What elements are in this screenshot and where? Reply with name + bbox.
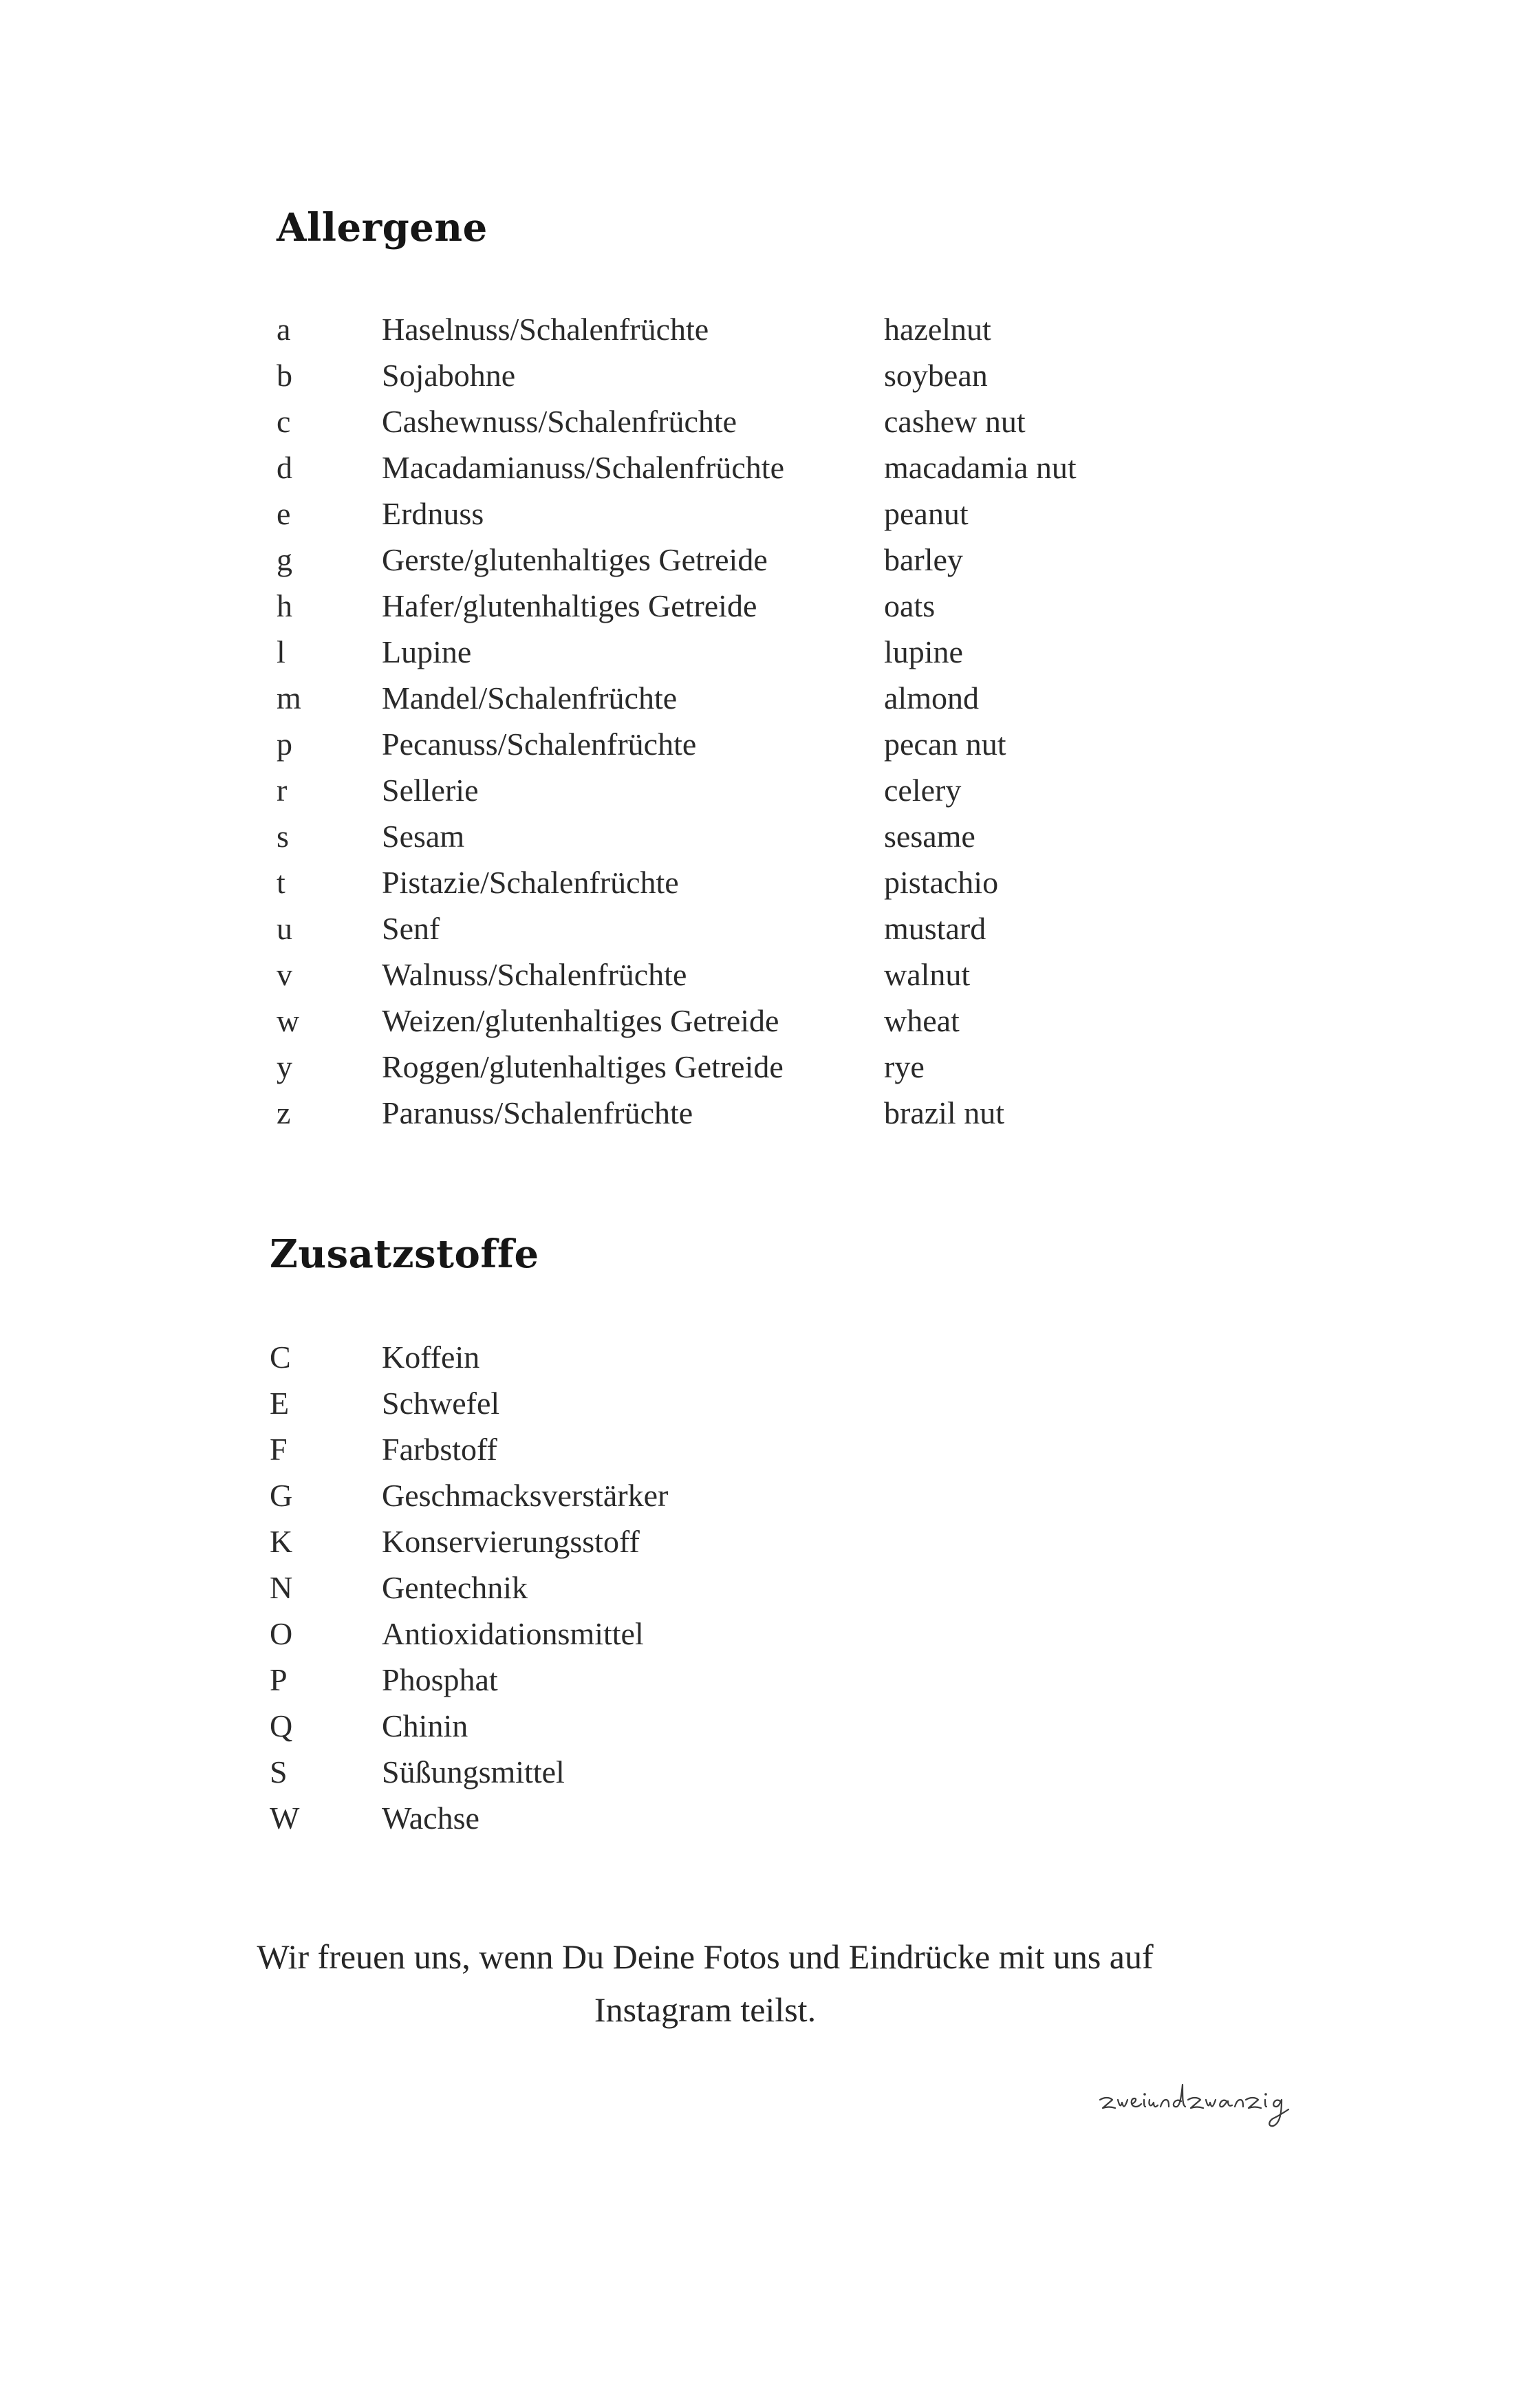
allergen-name-en: almond <box>884 680 979 716</box>
allergen-list <box>0 306 1532 1136</box>
allergen-name-de: Weizen/glutenhaltiges Getreide <box>382 1003 779 1038</box>
additive-name: Süßungsmittel <box>382 1754 565 1789</box>
additive-name: Koffein <box>382 1340 480 1375</box>
allergen-code: z <box>277 1095 291 1130</box>
allergen-row <box>0 306 1532 352</box>
additive-row <box>0 1518 1532 1565</box>
additive-row <box>0 1565 1532 1611</box>
allergen-row <box>0 675 1532 721</box>
allergen-row <box>0 537 1532 583</box>
additive-name: Antioxidationsmittel <box>382 1616 644 1651</box>
additive-name: Schwefel <box>382 1386 500 1421</box>
allergen-name-en: walnut <box>884 957 971 992</box>
allergen-code: t <box>277 865 285 900</box>
additive-row <box>0 1611 1532 1657</box>
allergen-code: v <box>277 957 292 992</box>
allergen-code: c <box>277 404 291 439</box>
allergen-name-en: oats <box>884 588 936 623</box>
additive-name: Gentechnik <box>382 1570 528 1605</box>
allergen-code: a <box>277 312 291 347</box>
closing-message <box>0 1931 1410 2036</box>
allergen-row <box>0 813 1532 859</box>
allergen-code: y <box>277 1049 292 1084</box>
additive-row <box>0 1380 1532 1426</box>
allergen-name-en: peanut <box>884 496 969 531</box>
allergen-row <box>0 905 1532 952</box>
additive-row <box>0 1657 1532 1703</box>
allergen-name-de: Lupine <box>382 634 472 669</box>
additive-name: Phosphat <box>382 1662 498 1697</box>
additive-list <box>0 1334 1532 1841</box>
allergen-code: p <box>277 727 292 762</box>
allergen-row <box>0 583 1532 629</box>
closing-line-2: Instagram teilst. <box>594 1990 817 2029</box>
allergen-row <box>0 1090 1532 1136</box>
additive-code: P <box>270 1662 288 1697</box>
allergen-name-en: mustard <box>884 911 986 946</box>
additive-code: F <box>270 1432 288 1467</box>
allergen-name-en: soybean <box>884 358 988 393</box>
allergen-name-en: pecan nut <box>884 727 1006 762</box>
allergen-row <box>0 491 1532 537</box>
allergen-name-en: barley <box>884 542 963 577</box>
allergen-name-en: cashew nut <box>884 404 1026 439</box>
additive-code: S <box>270 1754 288 1789</box>
additive-row <box>0 1795 1532 1841</box>
allergen-name-de: Sojabohne <box>382 358 516 393</box>
allergen-code: g <box>277 542 292 577</box>
allergen-code: m <box>277 680 301 716</box>
allergen-row <box>0 859 1532 905</box>
allergen-name-de: Paranuss/Schalenfrüchte <box>382 1095 693 1130</box>
allergen-name-en: rye <box>884 1049 925 1084</box>
allergen-name-de: Macadamianuss/Schalenfrüchte <box>382 450 784 485</box>
allergen-name-de: Mandel/Schalenfrüchte <box>382 680 678 716</box>
allergen-code: e <box>277 496 291 531</box>
additive-code: N <box>270 1570 293 1605</box>
additive-row <box>0 1472 1532 1518</box>
allergen-row <box>0 1044 1532 1090</box>
allergen-row <box>0 398 1532 444</box>
allergen-name-de: Haselnuss/Schalenfrüchte <box>382 312 709 347</box>
additive-code: W <box>270 1800 300 1836</box>
allergen-name-de: Sellerie <box>382 773 479 808</box>
allergen-row <box>0 767 1532 813</box>
allergen-code: l <box>277 634 285 669</box>
additive-row <box>0 1334 1532 1380</box>
allergen-name-de: Walnuss/Schalenfrüchte <box>382 957 687 992</box>
additive-row <box>0 1703 1532 1749</box>
allergen-code: h <box>277 588 292 623</box>
additive-code: E <box>270 1386 290 1421</box>
allergen-code: b <box>277 358 292 393</box>
allergen-name-de: Pistazie/Schalenfrüchte <box>382 865 679 900</box>
allergen-row <box>0 998 1532 1044</box>
allergen-row <box>0 629 1532 675</box>
additive-name: Geschmacksverstärker <box>382 1478 669 1513</box>
allergen-code: u <box>277 911 292 946</box>
allergen-name-de: Sesam <box>382 819 465 854</box>
allergens-heading: Allergene <box>277 205 488 250</box>
additive-name: Wachse <box>382 1800 479 1836</box>
allergen-name-de: Hafer/glutenhaltiges Getreide <box>382 588 757 623</box>
allergen-name-en: hazelnut <box>884 312 991 347</box>
additive-row <box>0 1426 1532 1472</box>
allergen-name-de: Senf <box>382 911 440 946</box>
allergen-row <box>0 952 1532 998</box>
allergen-name-en: wheat <box>884 1003 960 1038</box>
allergen-row <box>0 444 1532 491</box>
allergen-name-de: Roggen/glutenhaltiges Getreide <box>382 1049 784 1084</box>
allergen-row <box>0 352 1532 398</box>
allergen-name-en: brazil nut <box>884 1095 1004 1130</box>
additive-code: K <box>270 1524 293 1559</box>
allergen-name-de: Erdnuss <box>382 496 484 531</box>
allergen-code: s <box>277 819 289 854</box>
allergen-name-en: sesame <box>884 819 975 854</box>
additive-row <box>0 1749 1532 1795</box>
allergen-code: d <box>277 450 292 485</box>
zweiundzwanzig-signature-logo <box>1097 2057 1324 2133</box>
allergen-name-de: Cashewnuss/Schalenfrüchte <box>382 404 737 439</box>
allergen-name-en: celery <box>884 773 962 808</box>
additive-code: G <box>270 1478 293 1513</box>
additive-name: Konservierungsstoff <box>382 1524 640 1559</box>
allergen-code: r <box>277 773 288 808</box>
additive-code: O <box>270 1616 293 1651</box>
allergen-name-en: pistachio <box>884 865 999 900</box>
additive-code: C <box>270 1340 291 1375</box>
allergen-row <box>0 721 1532 767</box>
allergen-name-de: Gerste/glutenhaltiges Getreide <box>382 542 768 577</box>
allergen-name-de: Pecanuss/Schalenfrüchte <box>382 727 697 762</box>
additive-name: Farbstoff <box>382 1432 497 1467</box>
additive-name: Chinin <box>382 1708 468 1743</box>
allergen-name-en: lupine <box>884 634 963 669</box>
additives-heading: Zusatzstoffe <box>270 1232 539 1277</box>
allergen-code: w <box>277 1003 300 1038</box>
allergen-name-en: macadamia nut <box>884 450 1077 485</box>
closing-line-1: Wir freuen uns, wenn Du Deine Fotos und Eindrücke mit uns auf <box>257 1937 1154 1976</box>
additive-code: Q <box>270 1708 293 1743</box>
